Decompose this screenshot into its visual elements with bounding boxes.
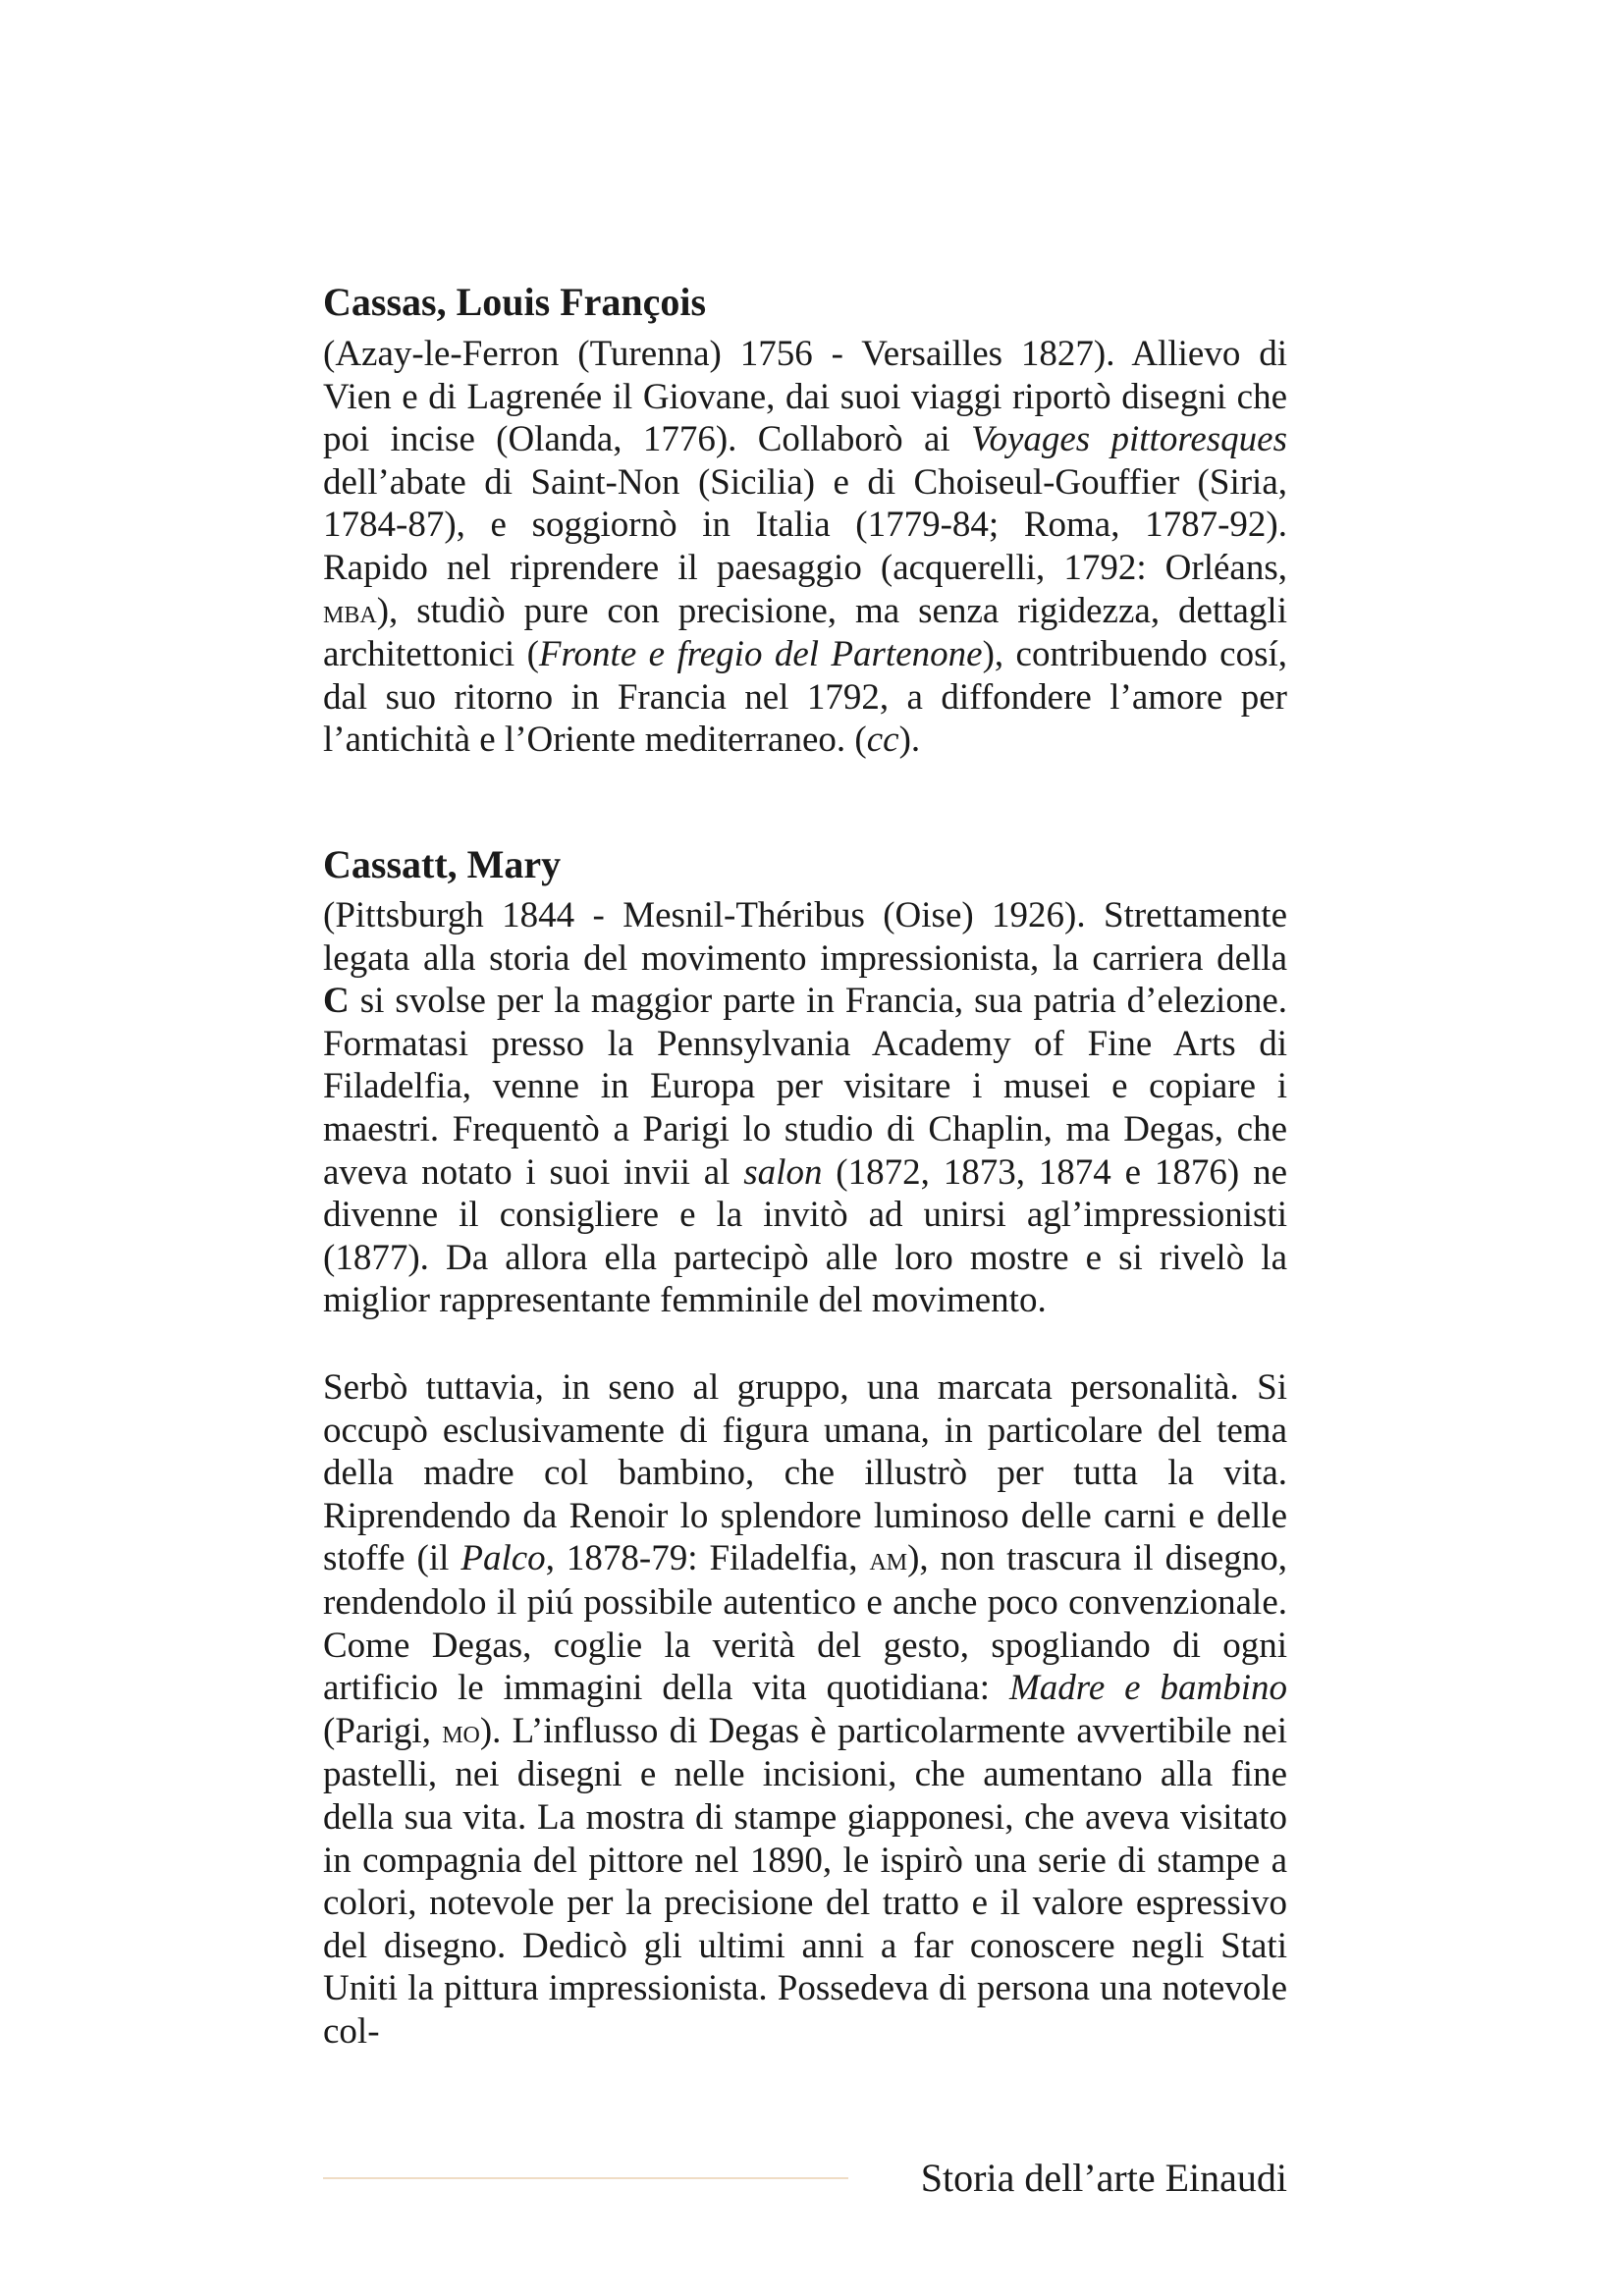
entry-body-continued <box>323 1366 1287 2054</box>
entry-body <box>323 333 1287 762</box>
museum-abbreviation: am <box>869 1541 908 1578</box>
text-run: (Parigi, <box>323 1710 443 1751</box>
text-run: ). <box>898 720 921 761</box>
italic-title: Palco <box>460 1538 546 1579</box>
museum-abbreviation: mba <box>323 593 377 630</box>
text-run: ), non trascura il disegno, rendendolo il piú possibile autentico e anche poco convenzionale. Come Degas, coglie la verità del gesto, spogliando di ogni artificio le immagini della vita quotidiana: <box>323 1538 1287 1709</box>
text-run: ), studiò pure con precisione, ma senza rigidezza, dettagli architettonici ( <box>323 590 1287 675</box>
text-run: (1872, 1873, 1874 e 1876) ne divenne il consigliere e la invitò ad unirsi agl’impressionisti (1877). Da allora ella partecipò alle loro mostre e si rivelò la miglior rappresentante femminile del movimento. <box>323 1151 1287 1321</box>
text-run: , 1878-79: Filadelfia, <box>545 1538 870 1579</box>
footer-rule <box>323 2177 848 2179</box>
text-run: ). L’influsso di Degas è particolarmente avvertibile nei pastelli, nei disegni e nelle incisioni, che aumentano alla fine della sua vita. La mostra di stampe giapponesi, che aveva visitato in compagnia del pittore nel 1890, le ispirò una serie di stampe a colori, notevole per la precisione del tratto e il valore espressivo del disegno. Dedicò gli ultimi anni a far conoscere negli Stati Uniti la pittura impressionista. Possedeva di persona una notevole col- <box>323 1710 1287 2052</box>
footer-publisher: Storia dell’arte Einaudi <box>920 2156 1287 2200</box>
text-run: Serbò tuttavia, in seno al gruppo, una marcata personalità. Si occupò esclusivamente di figura umana, in particolare del tema della madre col bambino, che illustrò per tutta la vita. Riprendendo da Renoir lo splendore luminoso delle carni e delle stoffe (il <box>323 1367 1287 1579</box>
italic-title: Madre e bambino <box>1008 1668 1287 1709</box>
text-run: (Azay-le-Ferron (Turenna) 1756 - Versailles 1827). Allievo di Vien e di Lagrenée il Giovane, dai suoi viaggi riportò disegni che poi incise (Olanda, 1776). Collaborò ai <box>323 334 1287 460</box>
text-run: (Pittsburgh 1844 - Mesnil-Théribus (Oise) 1926). Strettamente legata alla storia del movimento impressionista, la carriera della <box>323 895 1287 979</box>
bold-initial: C <box>323 981 350 1022</box>
entry-body <box>323 894 1287 1322</box>
italic-title: Fronte e fregio del Partenone <box>538 634 983 675</box>
italic-title: Voyages pittoresques <box>970 419 1287 460</box>
italic-term: salon <box>743 1151 823 1193</box>
entry-title: Cassatt, Mary <box>323 842 562 886</box>
museum-abbreviation: mo <box>442 1713 480 1750</box>
text-run: dell’abate di Saint-Non (Sicilia) e di Choiseul-Gouffier (Siria, 1784-87), e soggiornò in Italia (1779-84; Roma, 1787-92). Rapido nel riprendere il paesaggio (acquerelli, 1792: Orléans, <box>323 461 1287 588</box>
author-initials: cc <box>866 720 899 761</box>
text-run: ), contribuendo cosí, dal suo ritorno in Francia nel 1792, a diffondere l’amore per l’antichità e l’Oriente mediterraneo. ( <box>323 634 1287 761</box>
entry-title: Cassas, Louis François <box>323 280 707 324</box>
text-run: si svolse per la maggior parte in Francia, sua patria d’elezione. Formatasi presso la Pennsylvania Academy of Fine Arts di Filadelfia, venne in Europa per visitare i musei e copiare i maestri. Frequentò a Parigi lo studio di Chaplin, ma Degas, che aveva notato i suoi invii al <box>323 981 1287 1193</box>
